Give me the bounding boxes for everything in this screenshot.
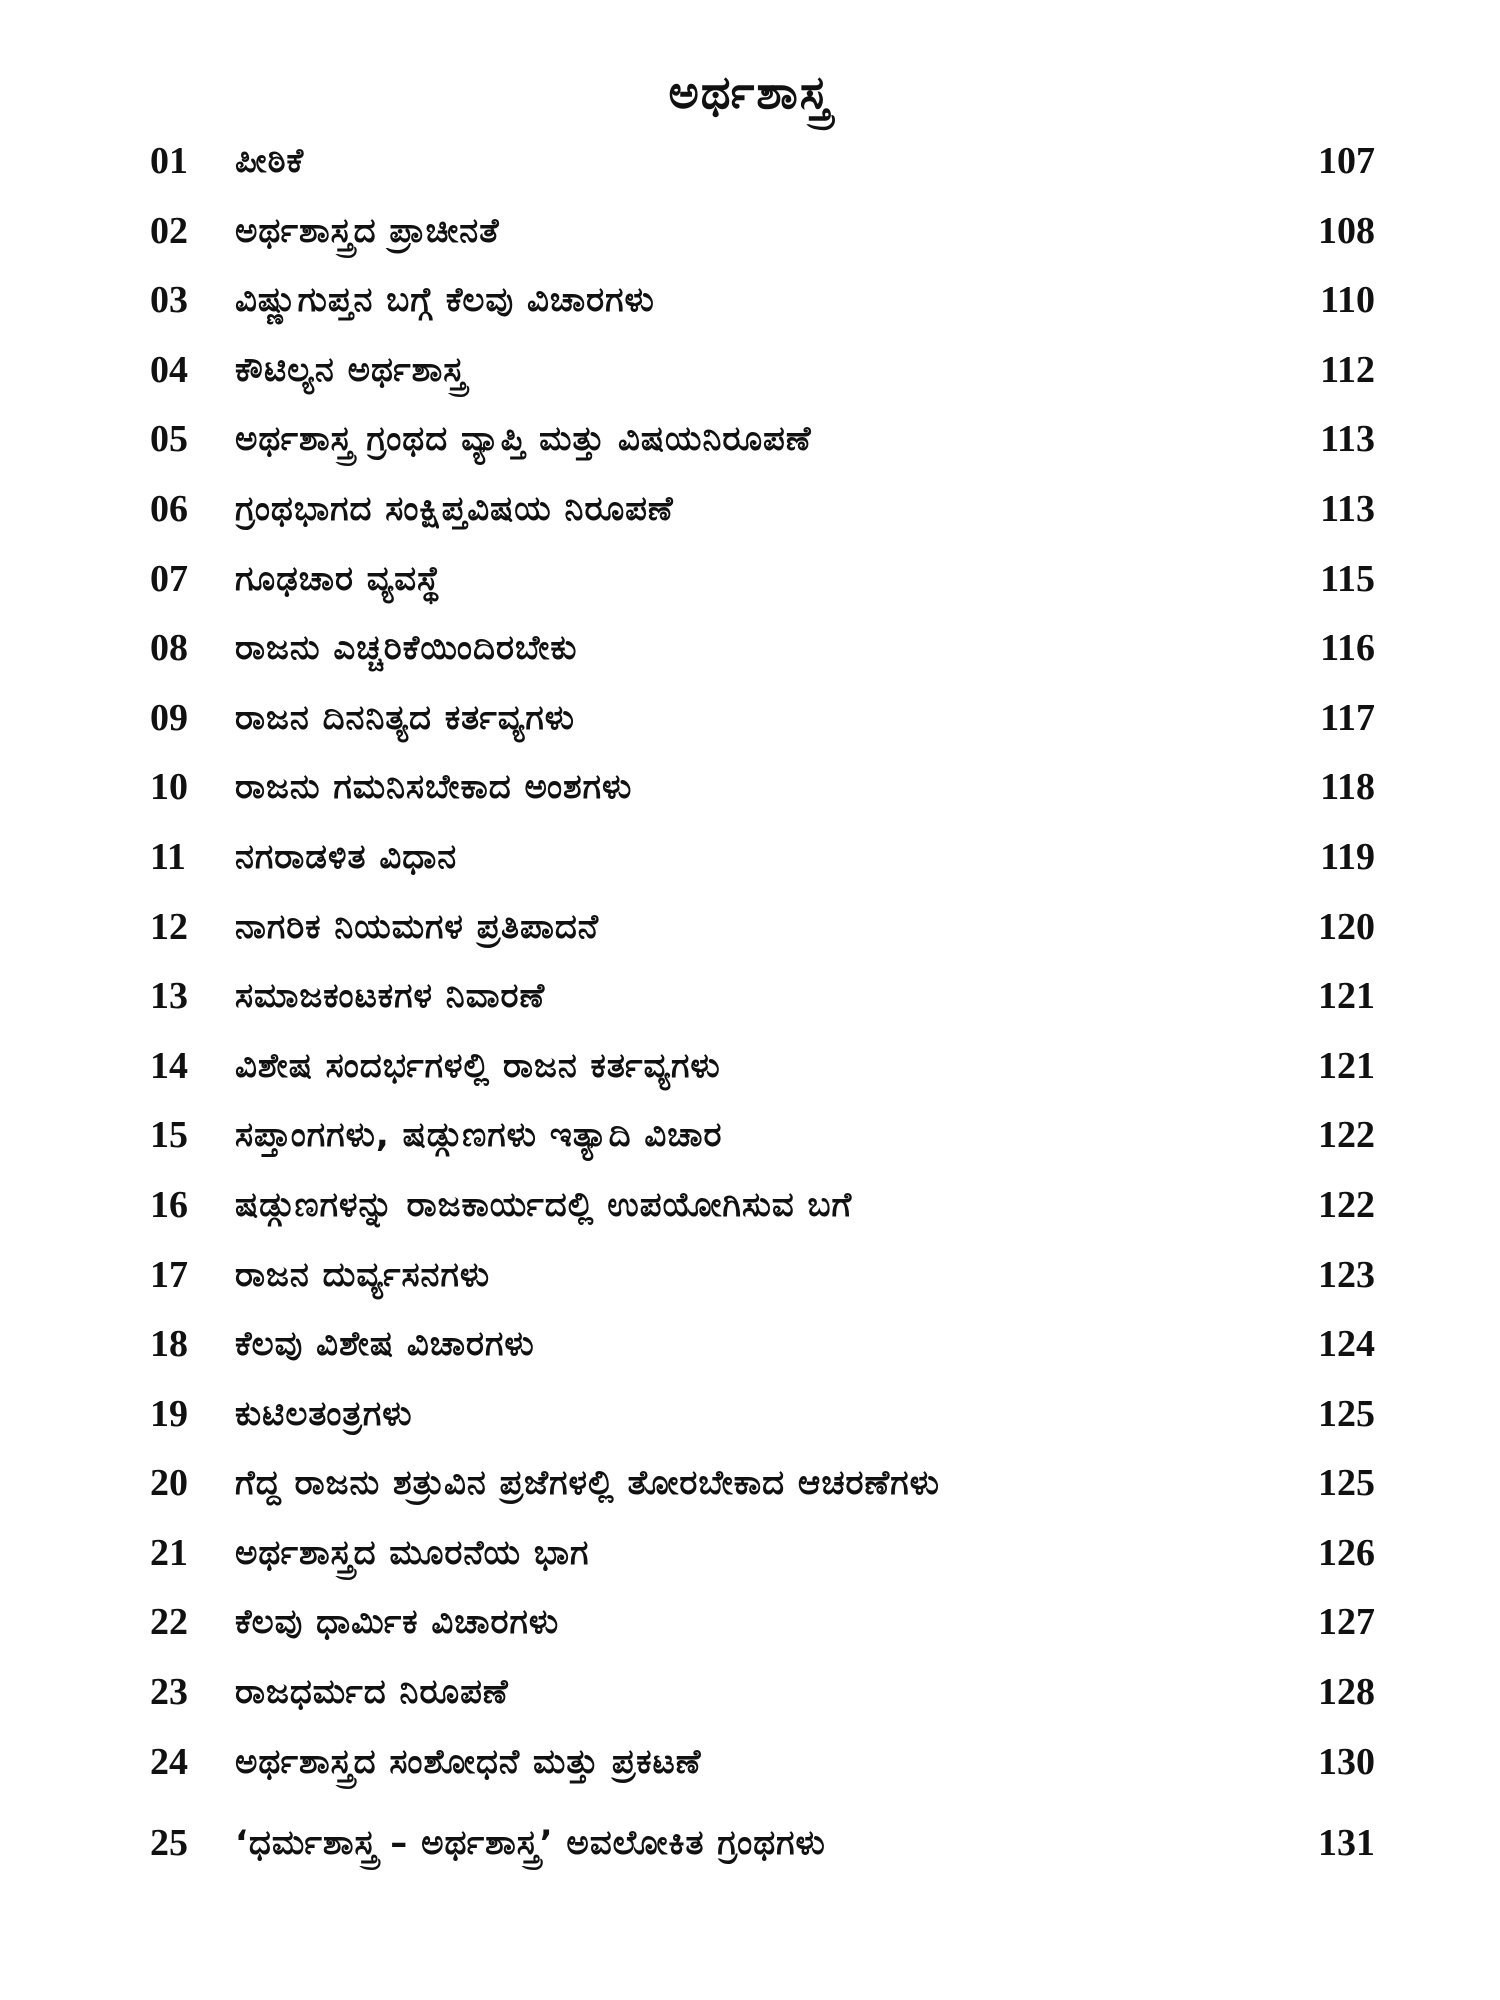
- toc-entry: [0, 479, 1500, 549]
- toc-entry: [0, 757, 1500, 827]
- toc-entry: [0, 1175, 1500, 1245]
- toc-entry: [0, 1813, 1500, 1883]
- entry-number: 13: [150, 975, 188, 1018]
- entry-title: ರಾಜನು ಗಮನಿಸಬೇಕಾದ ಅಂಶಗಳು: [235, 767, 633, 808]
- entry-page-number: 121: [1318, 1044, 1375, 1087]
- entry-number: 24: [150, 1740, 188, 1783]
- entry-title: ವಿಶೇಷ ಸಂದರ್ಭಗಳಲ್ಲಿ ರಾಜನ ಕರ್ತವ್ಯಗಳು: [235, 1045, 721, 1086]
- toc-entry: [0, 201, 1500, 271]
- toc-entry: [0, 409, 1500, 479]
- entry-page-number: 122: [1318, 1183, 1375, 1226]
- entry-page-number: 127: [1318, 1601, 1375, 1644]
- entry-title: ರಾಜಧರ್ಮದ ನಿರೂಪಣೆ: [235, 1672, 509, 1713]
- entry-title: ಅರ್ಥಶಾಸ್ತ್ರದ ಪ್ರಾಚೀನತೆ: [235, 210, 500, 251]
- entry-number: 25: [150, 1822, 188, 1865]
- entry-page-number: 128: [1318, 1671, 1375, 1714]
- entry-number: 10: [150, 766, 188, 809]
- entry-page-number: 125: [1318, 1462, 1375, 1505]
- entry-title: ನಾಗರಿಕ ನಿಯಮಗಳ ಪ್ರತಿಪಾದನೆ: [235, 906, 600, 947]
- entry-page-number: 123: [1318, 1253, 1375, 1296]
- entry-page-number: 119: [1320, 835, 1375, 878]
- entry-title: ರಾಜನು ಎಚ್ಚರಿಕೆಯಿಂದಿರಬೇಕು: [235, 628, 578, 669]
- entry-number: 19: [150, 1392, 188, 1435]
- entry-title: ರಾಜನ ದಿನನಿತ್ಯದ ಕರ್ತವ್ಯಗಳು: [235, 697, 575, 738]
- entry-page-number: 113: [1320, 418, 1375, 461]
- entry-number: 16: [150, 1183, 188, 1226]
- entry-page-number: 117: [1320, 696, 1375, 739]
- entry-page-number: 118: [1320, 766, 1375, 809]
- page-title: ಅರ್ಥಶಾಸ್ತ್ರ: [668, 65, 832, 119]
- entry-page-number: 125: [1318, 1392, 1375, 1435]
- table-of-contents: [0, 131, 1500, 1883]
- entry-number: 20: [150, 1462, 188, 1505]
- entry-page-number: 115: [1320, 557, 1375, 600]
- entry-page-number: 113: [1320, 487, 1375, 530]
- entry-number: 07: [150, 557, 188, 600]
- toc-entry: [0, 1314, 1500, 1384]
- entry-title: ವಿಷ್ಣುಗುಪ್ತನ ಬಗ್ಗೆ ಕೆಲವು ವಿಚಾರಗಳು: [235, 280, 655, 321]
- entry-page-number: 131: [1318, 1822, 1375, 1865]
- toc-entry: [0, 1105, 1500, 1175]
- entry-number: 18: [150, 1323, 188, 1366]
- toc-entry: [0, 549, 1500, 619]
- entry-title: ಗೆದ್ದ ರಾಜನು ಶತ್ರುವಿನ ಪ್ರಜೆಗಳಲ್ಲಿ ತೋರಬೇಕಾದ ಆಚರಣೆಗಳು: [235, 1463, 940, 1504]
- entry-title: ಕೆಲವು ಧಾರ್ಮಿಕ ವಿಚಾರಗಳು: [235, 1602, 560, 1643]
- entry-title: ಸಮಾಜಕಂಟಕಗಳ ನಿವಾರಣೆ: [235, 976, 546, 1017]
- entry-title: ಗ್ರಂಥಭಾಗದ ಸಂಕ್ಷಿಪ್ತವಿಷಯ ನಿರೂಪಣೆ: [235, 488, 674, 529]
- toc-entry: [0, 131, 1500, 201]
- entry-page-number: 130: [1318, 1740, 1375, 1783]
- entry-title: ಗೂಢಚಾರ ವ್ಯವಸ್ಥೆ: [235, 558, 441, 599]
- entry-number: 06: [150, 487, 188, 530]
- entry-number: 09: [150, 696, 188, 739]
- entry-page-number: 122: [1318, 1114, 1375, 1157]
- toc-entry: [0, 827, 1500, 897]
- entry-number: 11: [150, 835, 186, 878]
- toc-entry: [0, 688, 1500, 758]
- entry-title: ‘ಧರ್ಮಶಾಸ್ತ್ರ – ಅರ್ಥಶಾಸ್ತ್ರ’ ಅವಲೋಕಿತ ಗ್ರಂಥಗಳು: [235, 1823, 826, 1864]
- entry-number: 01: [150, 140, 188, 182]
- entry-page-number: 120: [1318, 905, 1375, 948]
- entry-number: 05: [150, 418, 188, 461]
- entry-number: 08: [150, 627, 188, 670]
- toc-entry: [0, 966, 1500, 1036]
- entry-title: ಕೌಟಿಲ್ಯನ ಅರ್ಥಶಾಸ್ತ್ರ: [235, 349, 467, 390]
- entry-number: 15: [150, 1114, 188, 1157]
- toc-entry: [0, 897, 1500, 967]
- entry-number: 12: [150, 905, 188, 948]
- entry-page-number: 116: [1320, 627, 1375, 670]
- toc-entry: [0, 1036, 1500, 1106]
- toc-entry: [0, 1245, 1500, 1315]
- entry-page-number: 126: [1318, 1531, 1375, 1574]
- toc-entry: [0, 1523, 1500, 1593]
- toc-entry: [0, 270, 1500, 340]
- entry-title: ಷಡ್ಗುಣಗಳನ್ನು ರಾಜಕಾರ್ಯದಲ್ಲಿ ಉಪಯೋಗಿಸುವ ಬಗೆ: [235, 1184, 853, 1225]
- entry-number: 23: [150, 1671, 188, 1714]
- toc-entry: [0, 1592, 1500, 1662]
- entry-title: ಅರ್ಥಶಾಸ್ತ್ರದ ಮೂರನೆಯ ಭಾಗ: [235, 1532, 590, 1573]
- entry-number: 02: [150, 209, 188, 252]
- entry-title: ಅರ್ಥಶಾಸ್ತ್ರದ ಸಂಶೋಧನೆ ಮತ್ತು ಪ್ರಕಟಣೆ: [235, 1741, 702, 1782]
- entry-number: 21: [150, 1531, 188, 1574]
- entry-page-number: 121: [1318, 975, 1375, 1018]
- entry-number: 03: [150, 279, 188, 322]
- entry-page-number: 107: [1318, 140, 1375, 182]
- entry-page-number: 112: [1320, 348, 1375, 391]
- toc-entry: [0, 340, 1500, 410]
- entry-number: 04: [150, 348, 188, 391]
- entry-title: ಅರ್ಥಶಾಸ್ತ್ರ ಗ್ರಂಥದ ವ್ಯಾಪ್ತಿ ಮತ್ತು ವಿಷಯನಿರೂಪಣೆ: [235, 419, 812, 460]
- entry-number: 22: [150, 1601, 188, 1644]
- toc-entry: [0, 618, 1500, 688]
- entry-title: ಪೀಠಿಕೆ: [235, 141, 305, 181]
- entry-title: ಸಪ್ತಾಂಗಗಳು, ಷಡ್ಗುಣಗಳು ಇತ್ಯಾದಿ ವಿಚಾರ: [235, 1115, 723, 1156]
- entry-title: ಕೆಲವು ವಿಶೇಷ ವಿಚಾರಗಳು: [235, 1324, 535, 1365]
- toc-entry: [0, 1384, 1500, 1454]
- entry-number: 17: [150, 1253, 188, 1296]
- entry-page-number: 108: [1318, 209, 1375, 252]
- entry-title: ನಗರಾಡಳಿತ ವಿಧಾನ: [235, 836, 458, 877]
- toc-entry: [0, 1732, 1500, 1802]
- entry-title: ರಾಜನ ದುರ್ವ್ಯಸನಗಳು: [235, 1254, 491, 1295]
- entry-page-number: 124: [1318, 1323, 1375, 1366]
- entry-number: 14: [150, 1044, 188, 1087]
- toc-entry: [0, 1662, 1500, 1732]
- toc-entry: [0, 1453, 1500, 1523]
- entry-title: ಕುಟಿಲತಂತ್ರಗಳು: [235, 1393, 413, 1434]
- entry-page-number: 110: [1320, 279, 1375, 322]
